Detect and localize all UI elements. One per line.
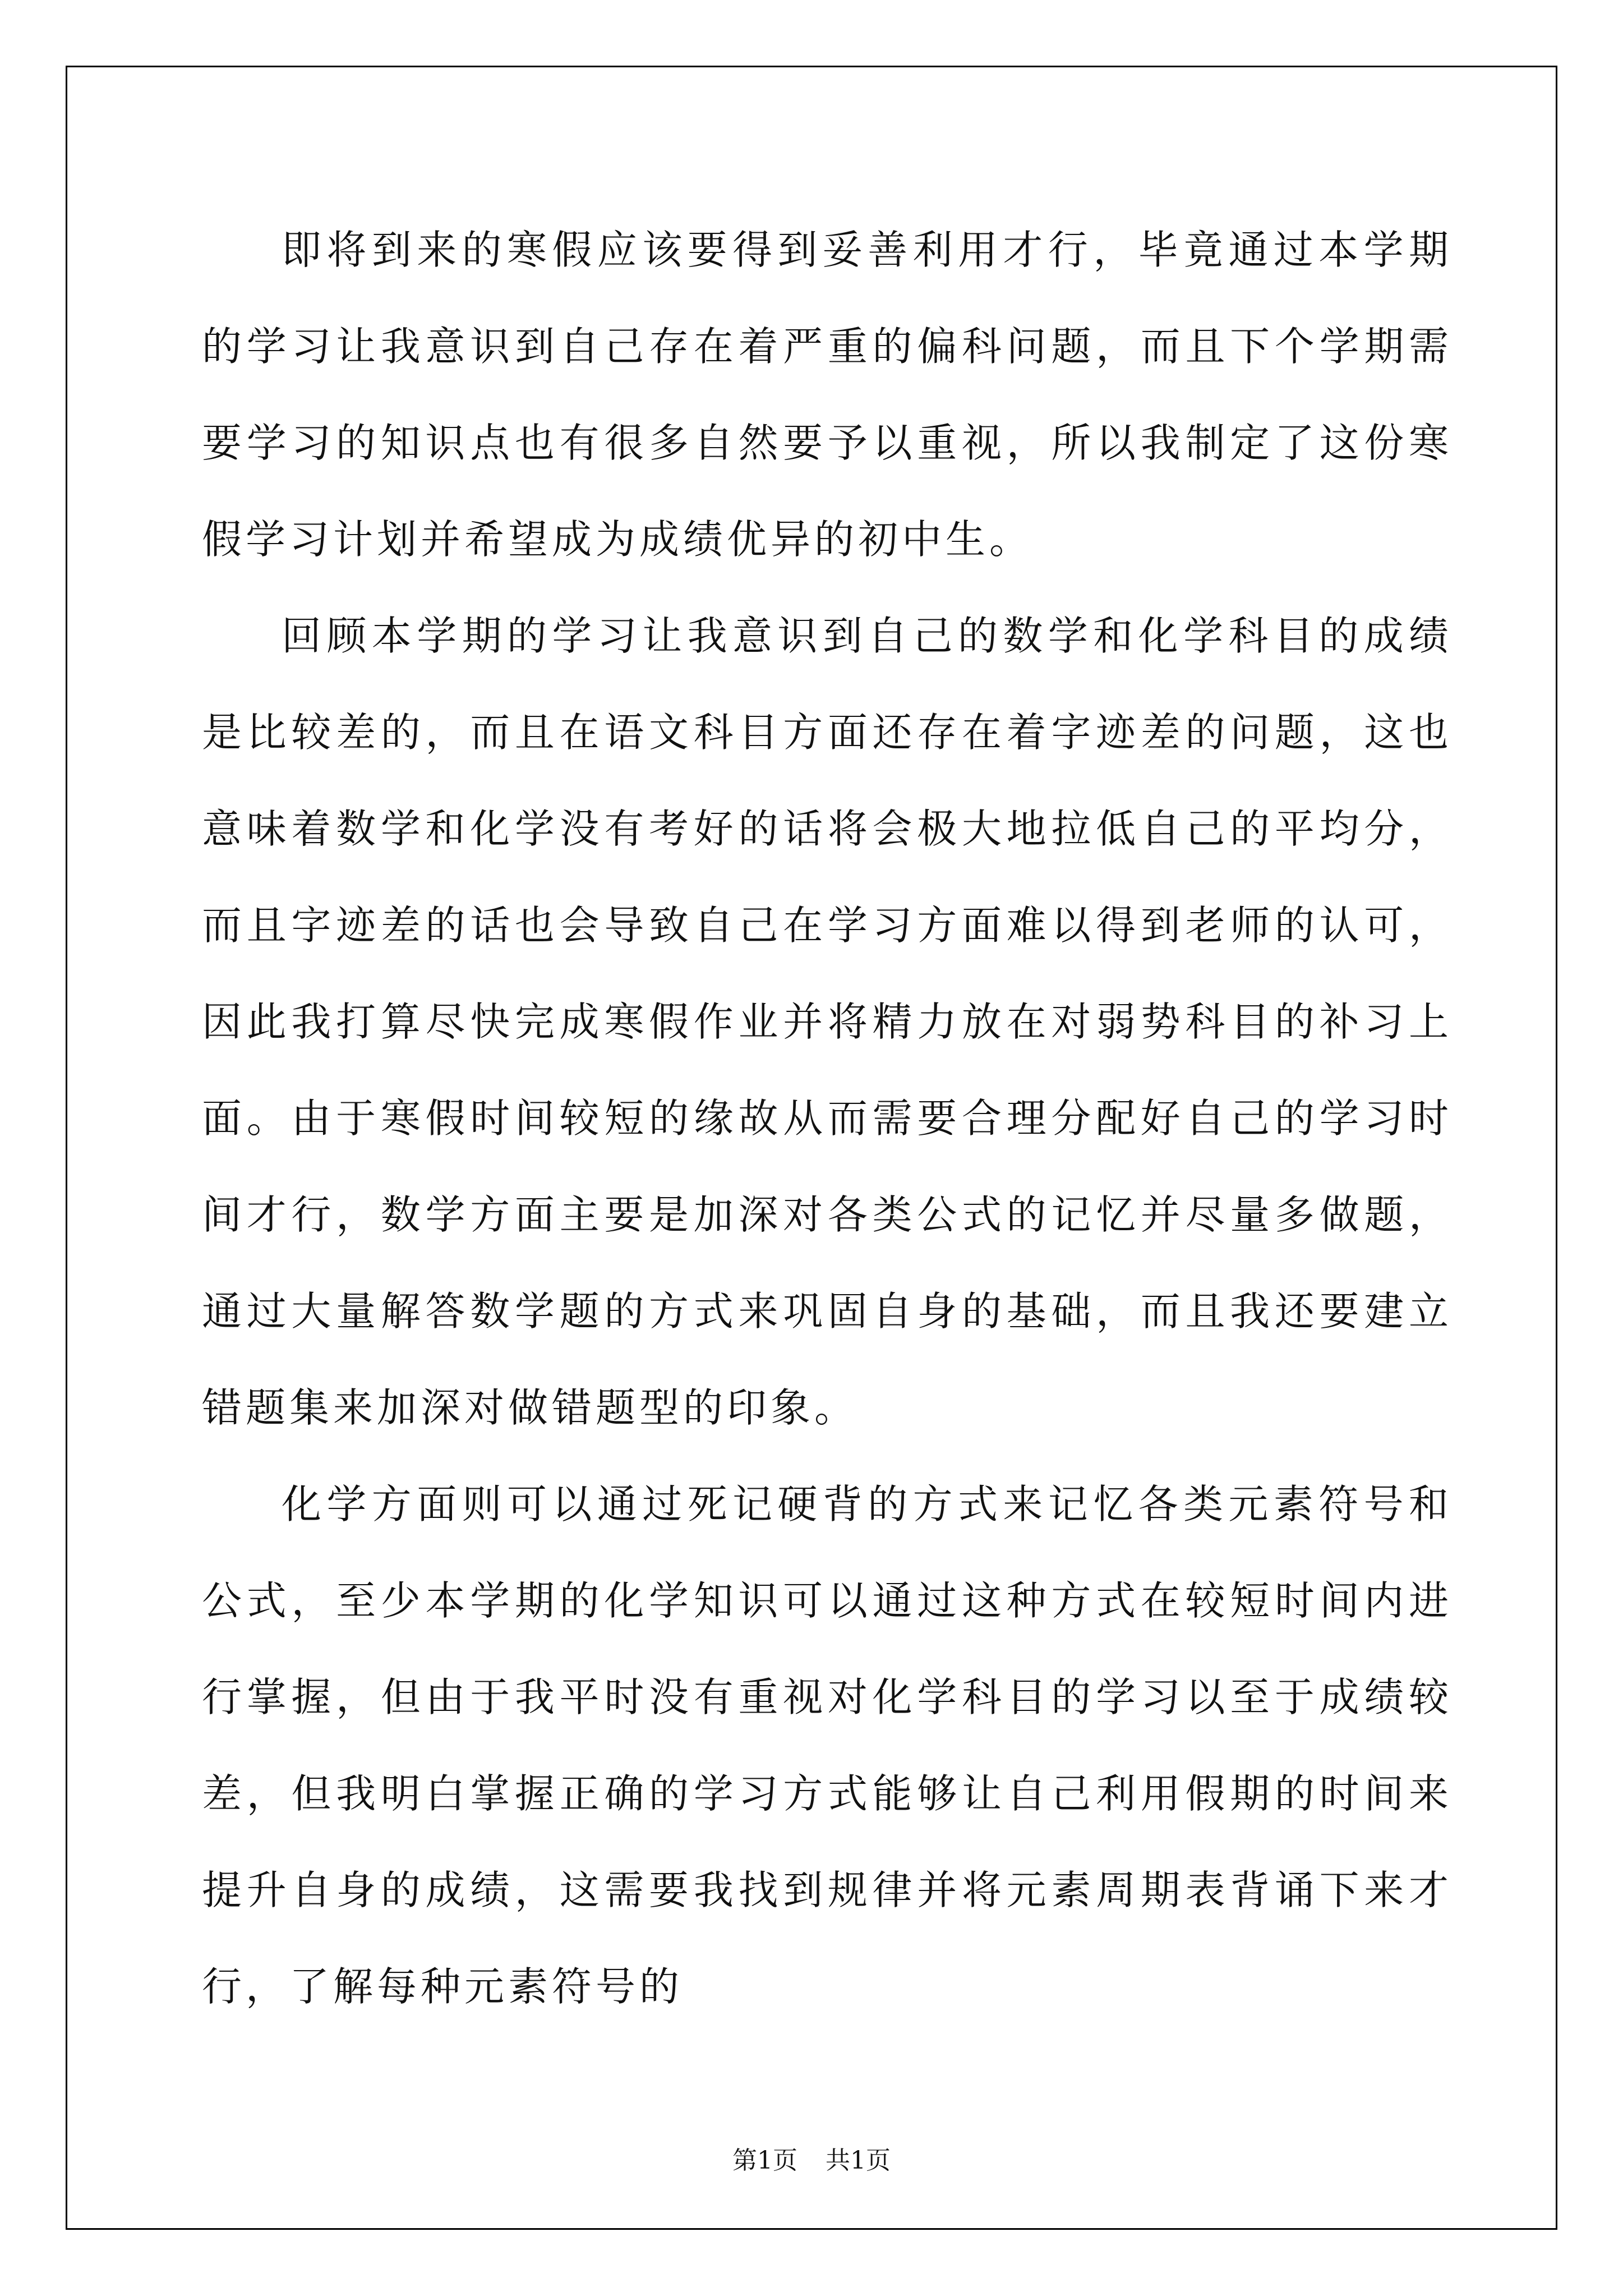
paragraph-3: 化学方面则可以通过死记硬背的方式来记忆各类元素符号和公式，至少本学期的化学知识可以通过这种方式在较短时间内进行掌握，但由于我平时没有重视对化学科目的学习以至于成绩较差，但我明白掌握正确的学习方式能够让自己利用假期的时间来提升自身的成绩，这需要我找到规律并将元素周期表背诵下来才行，了解每种元素符号的 [202, 1481, 1453, 2010]
page-total: 共1页 [826, 2146, 891, 2175]
paragraph-1: 即将到来的寒假应该要得到妥善利用才行，毕竟通过本学期的学习让我意识到自己存在着严重的偏科问题，而且下个学期需要学习的知识点也有很多自然要予以重视，所以我制定了这份寒假学习计划并希望成为成绩优异的初中生。 [202, 227, 1453, 563]
page-footer [0, 2140, 1623, 2176]
page-number: 第1页 [732, 2146, 797, 2175]
document-body [202, 202, 1453, 2035]
paragraph-2: 回顾本学期的学习让我意识到自己的数学和化学科目的成绩是比较差的，而且在语文科目方面还存在着字迹差的问题，这也意味着数学和化学没有考好的话将会极大地拉低自己的平均分，而且字迹差的话也会导致自己在学习方面难以得到老师的认可，因此我打算尽快完成寒假作业并将精力放在对弱势科目的补习上面。由于寒假时间较短的缘故从而需要合理分配好自己的学习时间才行，数学方面主要是加深对各类公式的记忆并尽量多做题，通过大量解答数学题的方式来巩固自身的基础，而且我还要建立错题集来加深对做错题型的印象。 [202, 613, 1453, 1431]
